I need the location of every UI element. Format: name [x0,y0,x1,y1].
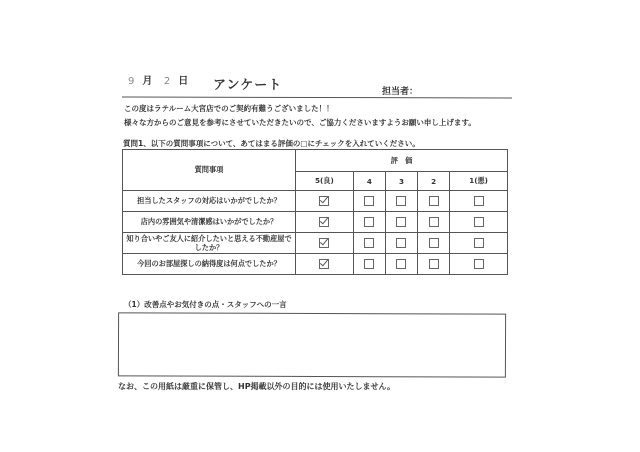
checkbox-q4-rating-2[interactable] [429,259,439,269]
rating-5-header: 5(良) [296,172,354,191]
question-text: 知り合いやご友人に紹介したいと思える不動産屋でしたか？ [123,233,296,254]
checkbox-q1-rating-2[interactable] [429,196,439,206]
intro-line-1: この度はラテルーム大宮店でのご契約有難うございました！！ [124,104,334,113]
table-row [123,212,508,233]
checkbox-q4-rating-5[interactable] [319,259,329,269]
day-value: 2 [163,76,171,87]
rating-2-header: 2 [418,172,450,191]
checkbox-q3-rating-1[interactable] [474,238,484,248]
comment-label: （1）改善点やお気付きの点・スタッフへの一言 [124,300,287,309]
day-label: 日 [178,76,189,87]
checkbox-q2-rating-5[interactable] [319,217,329,227]
checkbox-q1-rating-3[interactable] [396,196,406,206]
checkbox-q4-rating-4[interactable] [364,259,374,269]
question1-instruction: 質問1、以下の質問事項について、あてはまる評価の□にチェックを入れていください。 [123,139,420,148]
checkbox-q1-rating-5[interactable] [319,196,329,206]
table-row [123,254,508,275]
checkbox-q3-rating-4[interactable] [364,238,374,248]
date-field [128,72,196,87]
rating-3-header: 3 [385,172,417,191]
rating-column-header: 評 価 [296,150,508,172]
checkbox-q3-rating-3[interactable] [396,238,406,248]
header-divider [122,96,512,98]
checkbox-q4-rating-3[interactable] [396,259,406,269]
table-row [123,191,508,212]
checkbox-q2-rating-2[interactable] [429,217,439,227]
checkbox-q2-rating-3[interactable] [396,217,406,227]
month-label: 月 [142,76,153,87]
question-text: 店内の雰囲気や清潔感はいかがでしたか？ [123,212,296,233]
comment-textarea[interactable] [118,312,506,377]
question-text: 今回のお部屋探しの納得度は何点でしたか？ [123,254,296,275]
checkbox-q4-rating-1[interactable] [474,259,484,269]
checkbox-q1-rating-4[interactable] [364,196,374,206]
question-text: 担当したスタッフの対応はいかがでしたか？ [123,191,296,212]
question-column-header: 質問事項 [123,150,296,191]
checkbox-q3-rating-5[interactable] [319,238,329,248]
privacy-note: なお、この用紙は厳重に保管し、HP掲載以外の目的には使用いたしません。 [118,382,396,391]
rating-1-header: 1(悪) [450,172,508,191]
checkbox-q2-rating-1[interactable] [474,217,484,227]
survey-title: アンケート [213,78,283,93]
rating-4-header: 4 [353,172,385,191]
checkbox-q2-rating-4[interactable] [364,217,374,227]
checkbox-q3-rating-2[interactable] [429,238,439,248]
rating-table [122,149,508,275]
table-row [123,233,508,254]
intro-line-2: 様々な方からのご意見を参考にさせていただきたいので、ご協力くださいますようお願い申し上げます。 [124,118,476,127]
month-value: 9 [128,76,135,87]
staff-label: 担当者： [382,87,419,97]
checkbox-q1-rating-1[interactable] [474,196,484,206]
